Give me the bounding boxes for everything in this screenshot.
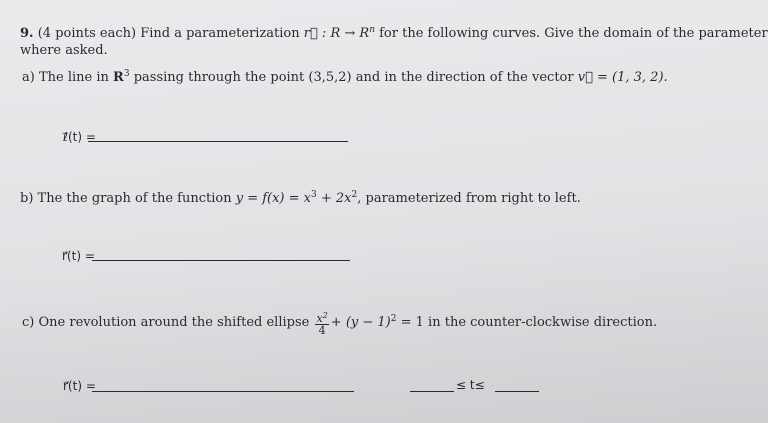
part-c-answer-blank[interactable]: [92, 391, 354, 392]
part-b-exp-1: 3: [311, 190, 317, 200]
part-c-label: c): [22, 315, 35, 330]
fraction-numerator-exp: 2: [322, 310, 328, 320]
part-a-answer-blank[interactable]: [88, 141, 348, 142]
part-c-statement: [22, 306, 657, 336]
part-a-space: R: [113, 70, 124, 85]
part-b-answer-blank[interactable]: [92, 260, 350, 261]
fraction-denominator: 4: [318, 323, 326, 337]
part-b-exp-2: 2: [351, 190, 358, 200]
part-a-label: a): [22, 70, 35, 85]
problem-header: [20, 23, 768, 41]
part-c-answer-label: r⃗(t) =: [63, 379, 96, 393]
part-a-answer-label: ℓ⃗(t) =: [63, 130, 96, 144]
map-exponent: n: [369, 25, 375, 35]
part-a-space-exp: 3: [123, 69, 130, 79]
domain-inequality: ≤ t≤: [456, 378, 485, 392]
ellipse-fraction: [315, 310, 328, 336]
problem-intro-cont: for the following curves. Give the domain of the parameter: [379, 26, 768, 41]
part-b-text-cont: , parameterized from right to left.: [357, 191, 581, 206]
problem-points: (4 points each): [37, 26, 137, 41]
part-a-text: The line in: [38, 70, 109, 85]
problem-number: 9.: [20, 26, 34, 41]
part-a-vector: v⃗ = (1, 3, 2).: [577, 70, 668, 85]
part-b-equation: y = f(x) = x: [235, 191, 311, 206]
part-c-equation-exp: 2: [390, 314, 397, 324]
part-b-label: b): [20, 191, 34, 206]
problem-intro: Find a parameterization: [140, 26, 300, 41]
domain-upper-blank[interactable]: [495, 391, 539, 392]
domain-lower-blank[interactable]: [410, 391, 454, 392]
part-c-equation: + (y − 1): [330, 315, 391, 330]
part-b-statement: [20, 188, 581, 206]
part-b-answer-label: r⃗(t) =: [62, 249, 95, 263]
part-b-equation-2: + 2x: [320, 191, 352, 206]
map-symbol: r⃗ : R → R: [303, 26, 370, 41]
part-b-text: The the graph of the function: [37, 191, 232, 206]
part-c-text-cont: = 1 in the counter-clockwise direction.: [400, 315, 658, 330]
part-a-text-cont: passing through the point (3,5,2) and in the direction of the vector: [133, 70, 574, 85]
part-a-statement: [22, 67, 668, 85]
part-c-text: One revolution around the shifted ellipse: [38, 315, 310, 330]
fraction-numerator: x: [316, 311, 323, 325]
problem-intro-line2: where asked.: [20, 43, 108, 58]
